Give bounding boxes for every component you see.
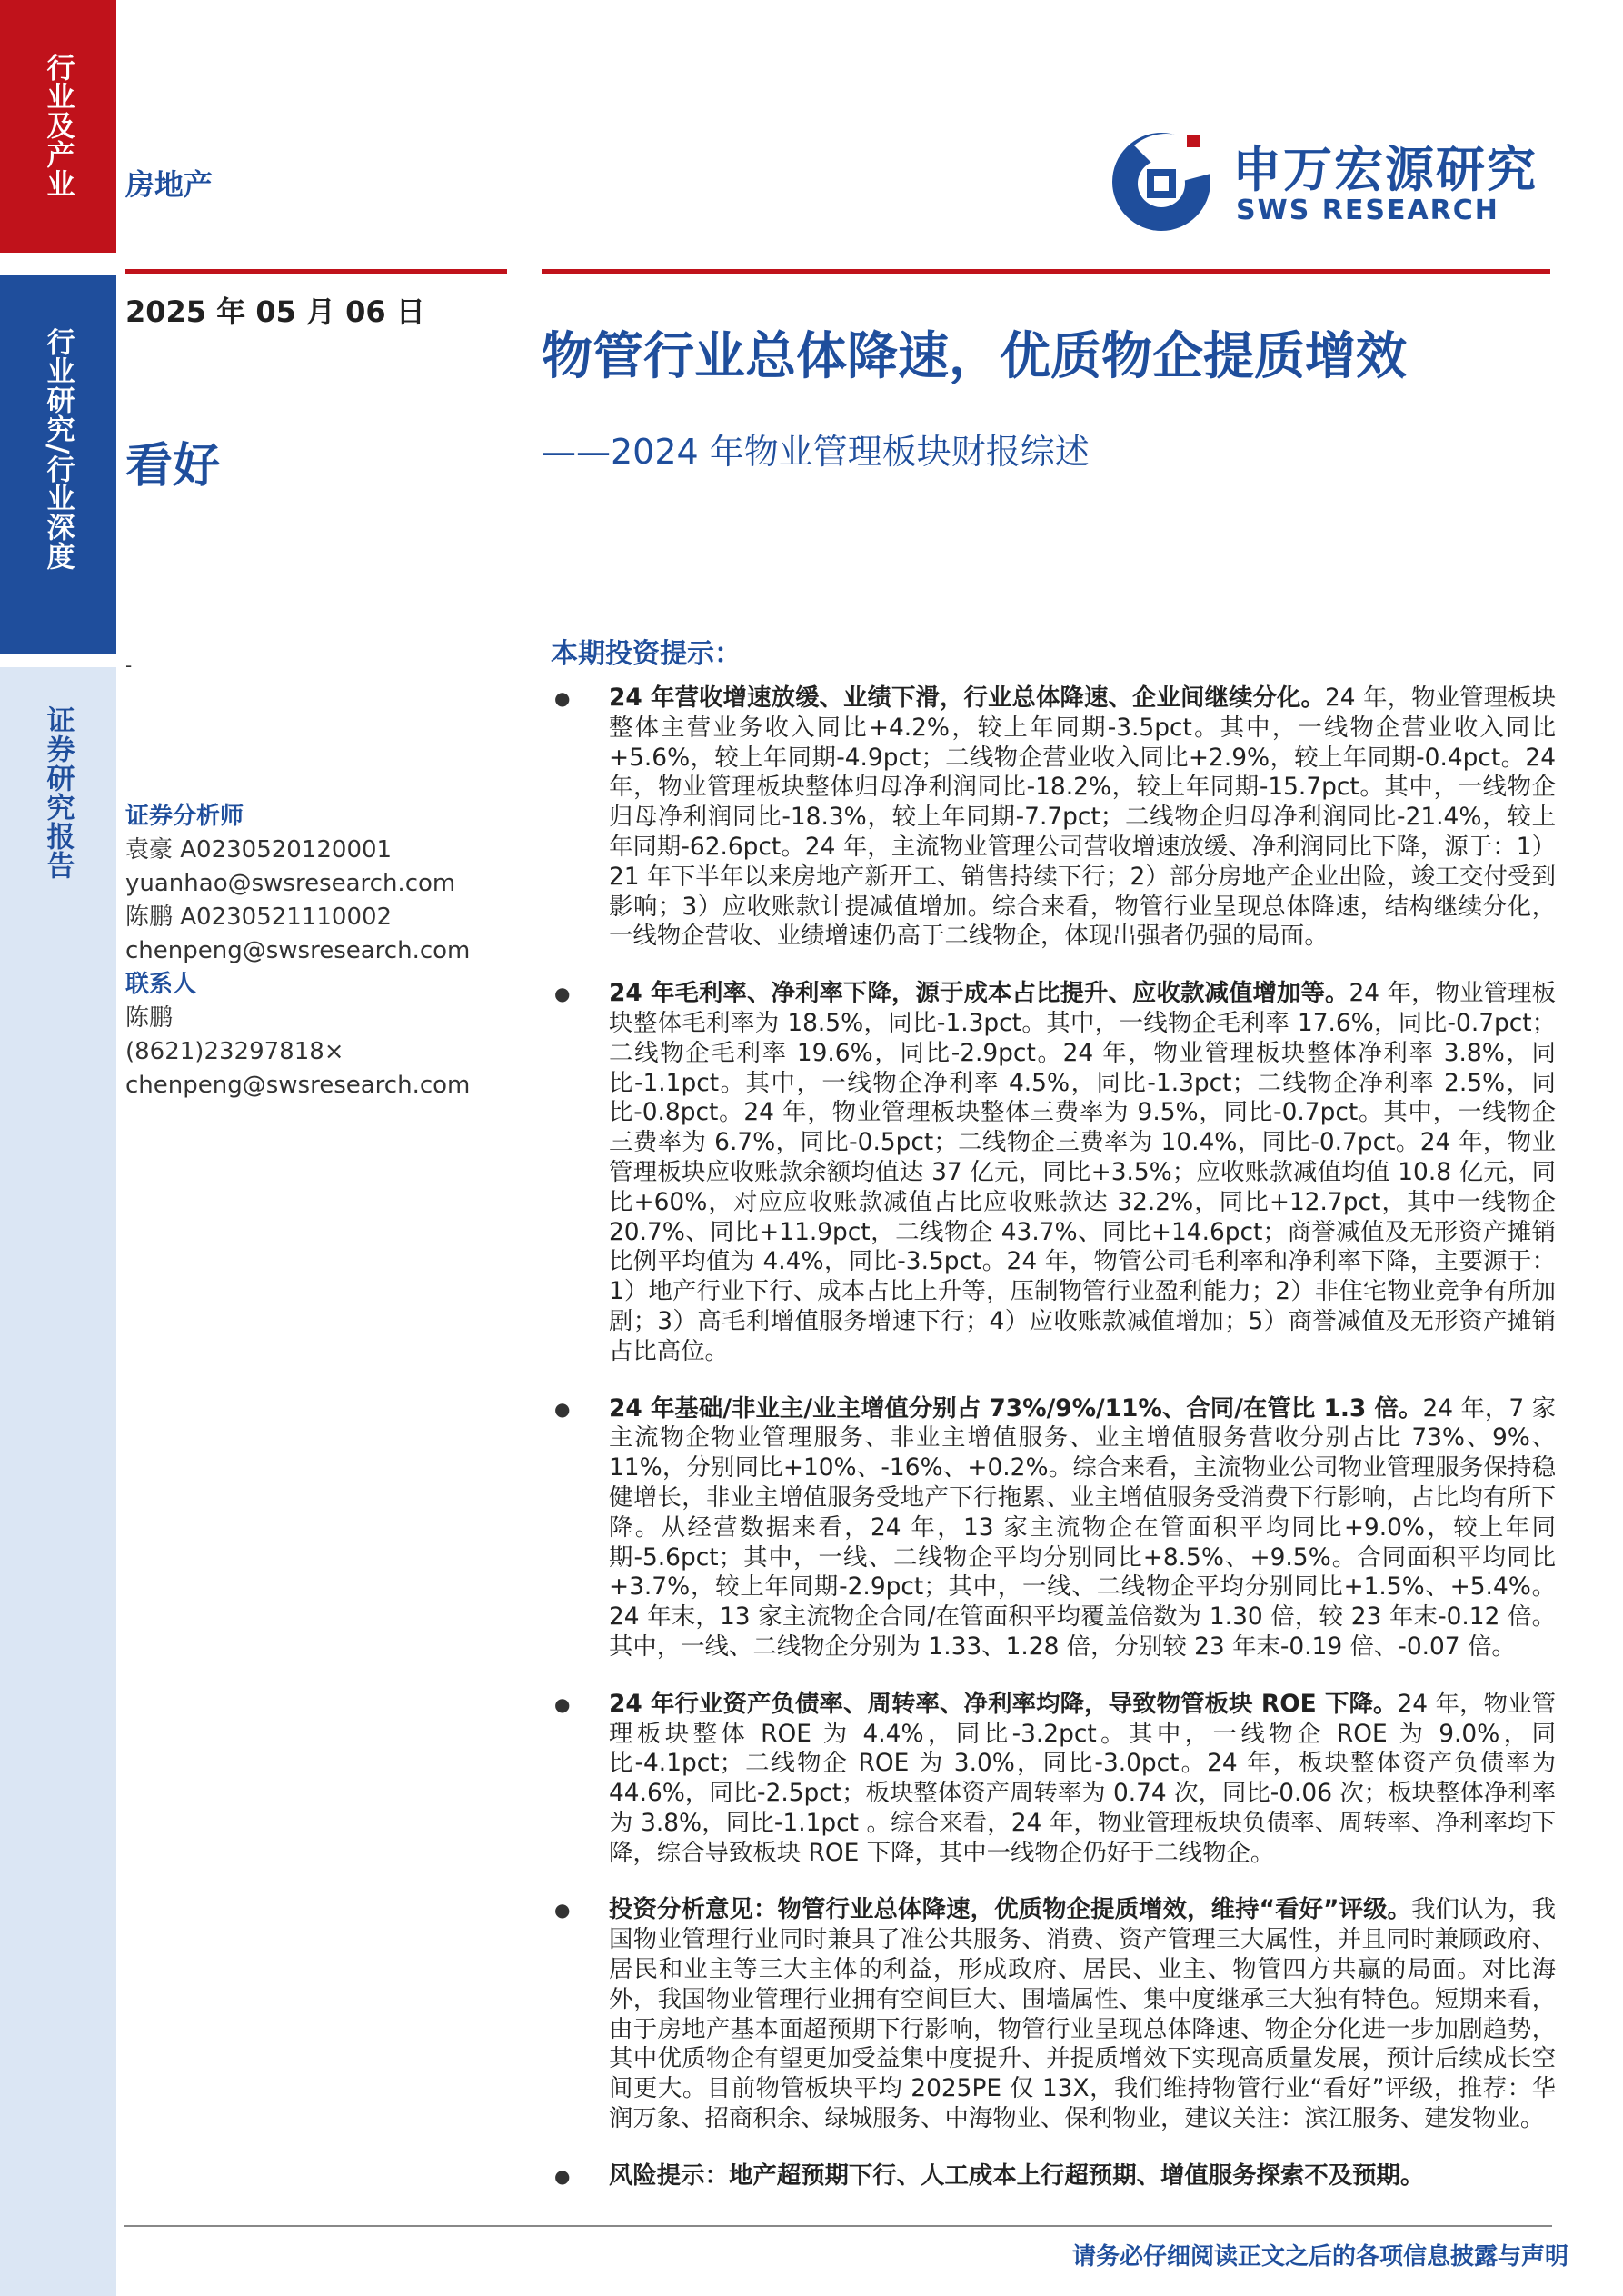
bullet-icon: ● — [554, 2164, 571, 2187]
tip-item — [545, 1690, 1556, 1869]
sidebar-band-category-text: 行业及产业 — [41, 53, 75, 198]
sidebar-band-report-type-text: 行业研究/行业深度 — [41, 327, 75, 572]
sidebar-band-report-class — [0, 667, 116, 2296]
company-logo — [1107, 127, 1561, 236]
tip-body: 24 年，物业管理板块整体 ROE 为 4.4%，同比-3.2pct。其中，一线物企 ROE 为 9.0%，同比-4.1pct；二线物企 ROE 为 3.0%，同比-3.0pct。24 年，板块整体资产负债率为 44.6%，同比-2.5pct；板块整体资产周转率为 0.74 次，同比-0.06 次；板块整体净利率为 3.8%，同比-1.1pct 。综合来看，24 年，物业管理板块负债率、周转率、净利率均下降，综合导致板块 ROE 下降，其中一线物企仍好于二线物企。 — [609, 1689, 1556, 1867]
logo-mark-icon — [1107, 127, 1227, 236]
footer-disclaimer: 请务必仔细阅读正文之后的各项信息披露与声明 — [1072, 2243, 1569, 2271]
tip-body: 24 年，物业管理板块整体主营业务收入同比+4.2%，较上年同期-3.5pct。其中，一线物企营业收入同比+5.6%，较上年同期-4.9pct；二线物企营业收入同比+2.9%，较上年同期-0.4pct。24 年，物业管理板块整体归母净利润同比-18.2%，较上年同期-15.7pct。其中，一线物企归母净利润同比-18.3%，较上年同期-7.7pct；二线物企归母净利润同比-21.4%，较上年同期-62.6pct。24 年，主流物业管理公司营收增速放缓、净利润同比下降，源于：1）21 年下半年以来房地产新开工、销售持续下行；2）部分房地产企业出险，竣工交付受到影响；3）应收账款计提减值增加。综合来看，物管行业呈现总体降速，结构继续分化，一线物企营收、业绩增速仍高于二线物企，体现出强者仍强的局面。 — [609, 684, 1556, 951]
report-date: 2025 年 05 月 06 日 — [125, 294, 425, 329]
footer-rule — [124, 2225, 1552, 2227]
bullet-icon: ● — [554, 687, 571, 709]
analyst-line: yuanhao@swsresearch.com — [125, 870, 456, 897]
contact-heading: 联系人 — [125, 971, 197, 998]
bullet-icon: ● — [554, 1692, 571, 1715]
tip-lead: 投资分析意见：物管行业总体降速，优质物企提质增效，维持“看好”评级。 — [609, 1895, 1412, 1924]
tip-item — [545, 2161, 1556, 2191]
logo-name-cn: 申万宏源研究 — [1232, 141, 1538, 198]
tip-body: 24 年，物业管理板块整体毛利率为 18.5%，同比-1.3pct。其中，一线物企毛利率 17.6%，同比-0.7pct；二线物企毛利率 19.6%，同比-2.9pct。24 年，物业管理板块整体净利率 3.8%，同比-1.1pct。其中，一线物企净利率 4.5%，同比-1.3pct；二线物企净利率 2.5%，同比-0.8pct。24 年，物业管理板块整体三费率为 9.5%，同比-0.7pct。其中，一线物企三费率为 6.7%，同比-0.5pct；二线物企三费率为 10.4%，同比-0.7pct。24 年，物业管理板块应收账款余额均值达 37 亿元，同比+3.5%；应收账款减值均值 10.8 亿元，同比+60%，对应应收账款减值占比应收账款达 32.2%，同比+12.7pct，其中一线物企 20.7%、同比+11.9pct，二线物企 43.7%、同比+14.6pct；商誉减值及无形资产摊销比例平均值为 4.4%，同比-3.5pct。24 年，物管公司毛利率和净利率下降，主要源于：1）地产行业下行、成本占比上升等，压制物管行业盈利能力；2）非住宅物业竞争有所加剧；3）高毛利增值服务增速下行；4）应收账款减值增加；5）商誉减值及无形资产摊销占比高位。 — [609, 979, 1556, 1365]
bullet-icon: ● — [554, 1899, 571, 1922]
contact-line: (8621)23297818× — [125, 1038, 344, 1065]
analyst-line: 陈鹏 A0230521110002 — [125, 903, 393, 931]
tip-item — [545, 979, 1556, 1366]
rating-label: 看好 — [125, 439, 221, 494]
tip-item — [545, 684, 1556, 952]
bullet-icon: ● — [554, 983, 571, 1005]
analyst-block — [125, 800, 507, 1103]
logo-name-en: SWS RESEARCH — [1236, 195, 1499, 226]
analyst-heading: 证券分析师 — [125, 803, 244, 830]
tips-heading: 本期投资提示： — [551, 638, 742, 670]
tip-body: 24 年，7 家主流物企物业管理服务、非业主增值服务、业主增值服务营收分别占比 73%、9%、11%，分别同比+10%、-16%、+0.2%。综合来看，主流物业公司物业管理服务保持稳健增长，非业主增值服务受地产下行拖累、业主增值服务受消费下行影响，占比均有所下降。从经营数据来看，24 年，13 家主流物企在管面积平均同比+9.0%，较上年同期-5.6pct；其中，一线、二线物企平均分别同比+8.5%、+9.5%。合同面积平均同比+3.7%，较上年同期-2.9pct；其中，一线、二线物企平均分别同比+1.5%、+5.4%。24 年末，13 家主流物企合同/在管面积平均覆盖倍数为 1.30 倍，较 23 年末-0.12 倍。其中，一线、二线物企分别为 1.33、1.28 倍，分别较 23 年末-0.19 倍、-0.07 倍。 — [609, 1393, 1556, 1661]
header-rule-left — [125, 269, 507, 274]
report-title: 物管行业总体降速，优质物企提质增效 — [542, 327, 1407, 386]
industry-label: 房地产 — [125, 167, 214, 202]
sidebar-band-report-type — [0, 275, 116, 654]
tips-list — [545, 684, 1556, 2219]
tip-lead: 风险提示：地产超预期下行、人工成本上行超预期、增值服务探索不及预期。 — [609, 2161, 1425, 2190]
tip-lead: 24 年行业资产负债率、周转率、净利率均降，导致物管板块 ROE 下降。 — [609, 1689, 1398, 1718]
sidebar-band-category — [0, 0, 116, 253]
contact-line: 陈鹏 — [125, 1004, 174, 1032]
report-subtitle: ——2024 年物业管理板块财报综述 — [542, 432, 1090, 472]
header-rule-right — [542, 269, 1550, 274]
analyst-line: chenpeng@swsresearch.com — [125, 937, 471, 964]
sidebar-band-report-class-text: 证券研究报告 — [41, 705, 75, 880]
rating-change-dash: - — [125, 654, 133, 676]
tip-item — [545, 1895, 1556, 2133]
analyst-line: 袁豪 A0230520120001 — [125, 836, 393, 863]
tip-lead: 24 年毛利率、净利率下降，源于成本占比提升、应收款减值增加等。 — [609, 979, 1349, 1008]
tip-lead: 24 年营收增速放缓、业绩下滑，行业总体降速、企业间继续分化。 — [609, 684, 1326, 712]
tip-lead: 24 年基础/非业主/业主增值分别占 73%/9%/11%、合同/在管比 1.3 倍。 — [609, 1393, 1423, 1423]
tip-body: 我们认为，我国物业管理行业同时兼具了准公共服务、消费、资产管理三大属性，并且同时兼顾政府、居民和业主等三大主体的利益，形成政府、居民、业主、物管四方共赢的局面。对比海外，我国物业管理行业拥有空间巨大、围墙属性、集中度继承三大独有特色。短期来看，由于房地产基本面超预期下行影响，物管行业呈现总体降速、物企分化进一步加剧趋势，其中优质物企有望更加受益集中度提升、并提质增效下实现高质量发展，预计后续成长空间更大。目前物管板块平均 2025PE 仅 13X，我们维持物管行业“看好”评级，推荐：华润万象、招商积余、绿城服务、中海物业、保利物业，建议关注：滨江服务、建发物业。 — [609, 1895, 1557, 2133]
contact-line: chenpeng@swsresearch.com — [125, 1072, 471, 1099]
bullet-icon: ● — [554, 1397, 571, 1420]
tip-item — [545, 1394, 1556, 1662]
